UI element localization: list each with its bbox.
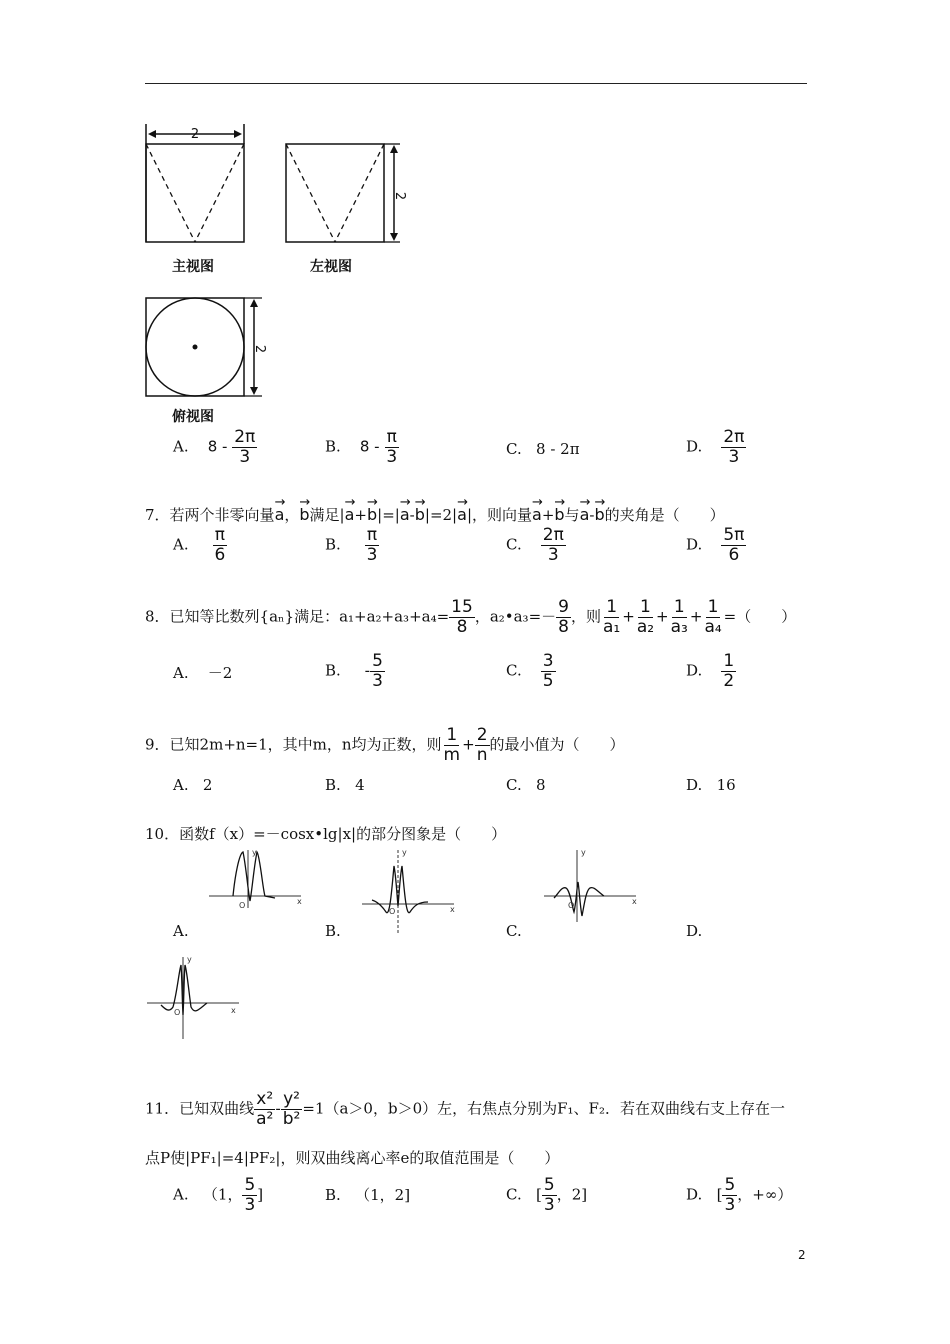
- option-letter: A.: [173, 437, 189, 456]
- q8-option-c[interactable]: C. $\frac{3}{5}$: [506, 651, 554, 691]
- option-fraction: $\frac{\pi}{3}$: [386, 427, 398, 467]
- q8-option-b[interactable]: B. - $\frac{5}{3}$: [325, 651, 383, 691]
- option-fraction: $\frac{2\pi}{3}$: [723, 427, 745, 467]
- y-axis-label: y: [187, 955, 192, 964]
- origin-label: O: [568, 901, 575, 910]
- question-number: 11．: [145, 1099, 180, 1118]
- q11-option-b[interactable]: B. （1，2]: [325, 1186, 411, 1204]
- vector-a: → a: [275, 500, 285, 524]
- x-axis-label: x: [297, 897, 302, 906]
- side-view: [286, 144, 400, 242]
- q10-graph-c: [540, 846, 640, 926]
- top-view-caption: 俯视图: [172, 409, 214, 425]
- q7-stem: 7．若两个非零向量→ a，→ b满足|→ a+→ b|=|→ a-→ b|=2|→ a|，则向量→ a+→ b与→ a-→ b的夹角是（ ）: [145, 500, 725, 524]
- q8-option-d[interactable]: D. $\frac{1}{2}$: [686, 651, 735, 691]
- x-axis-label: x: [231, 1006, 236, 1015]
- question-number: 9．: [145, 735, 170, 754]
- q11-option-a[interactable]: A. （1， $\frac{5}{3}$ ]: [173, 1175, 264, 1215]
- q6-option-a[interactable]: [173, 428, 257, 467]
- option-letter: C.: [506, 440, 522, 458]
- q10-option-b[interactable]: B.: [325, 922, 341, 940]
- header-rule: [145, 83, 807, 84]
- y-axis-label: y: [252, 848, 257, 857]
- q9-option-c[interactable]: C. 8: [506, 776, 546, 794]
- q9-option-b[interactable]: B. 4: [325, 776, 365, 794]
- q7-option-a[interactable]: A. $\frac{\pi}{6}$: [173, 525, 226, 565]
- x-axis-label: x: [450, 905, 455, 914]
- page-number: 2: [798, 1248, 806, 1262]
- origin-label: O: [239, 901, 246, 910]
- y-axis-label: y: [581, 848, 586, 857]
- q9-stem: 9．已知2m+n=1，其中m，n均为正数，则 $\frac{1}{m}$ + $\frac{2}{n}$ 的最小值为（ ）: [145, 725, 625, 765]
- q10-option-a[interactable]: A.: [173, 922, 189, 940]
- side-view-caption: 左视图: [310, 259, 352, 275]
- q10-graph-b: [358, 846, 458, 936]
- q10-stem: 10．函数f（x）=－cosx•lg|x|的部分图象是（ ）: [145, 825, 507, 843]
- origin-label: O: [389, 907, 396, 916]
- q11-stem-line2: 点P使|PF₁|=4|PF₂|，则双曲线离心率e的取值范围是（ ）: [145, 1149, 560, 1167]
- top-dim-label: 2: [252, 344, 267, 354]
- y-axis-label: y: [402, 848, 407, 857]
- q7-option-c[interactable]: C. $\frac{2\pi}{3}$: [506, 525, 564, 565]
- front-dim-label: 2: [190, 127, 200, 142]
- q11-option-c[interactable]: C. [ $\frac{5}{3}$ ，2]: [506, 1175, 588, 1215]
- q6-option-c[interactable]: [506, 440, 580, 458]
- q10-option-d[interactable]: D.: [686, 922, 703, 940]
- front-view-caption: 主视图: [172, 259, 214, 275]
- option-letter: B.: [325, 437, 341, 456]
- q6-option-b[interactable]: [325, 428, 399, 467]
- q10-graph-d: [143, 953, 243, 1043]
- q8-option-a[interactable]: A. －2: [173, 664, 233, 682]
- q11-option-d[interactable]: D. [ $\frac{5}{3}$ ，+∞）: [686, 1175, 793, 1215]
- q10-graph-a: [205, 846, 305, 910]
- q9-option-d[interactable]: D. 16: [686, 776, 736, 794]
- q7-option-d[interactable]: D. $\frac{5\pi}{6}$: [686, 525, 745, 565]
- option-text: 8 - 2π: [536, 440, 580, 458]
- q6-option-d[interactable]: [686, 428, 746, 467]
- q9-option-a[interactable]: A. 2: [173, 776, 213, 794]
- question-number: 8．: [145, 607, 170, 626]
- vector-b: → b: [299, 500, 309, 524]
- top-view: [146, 298, 262, 396]
- x-axis-label: x: [632, 897, 637, 906]
- option-whole: 8 -: [359, 437, 380, 456]
- option-letter: D.: [686, 437, 703, 456]
- question-number: 7．: [145, 506, 170, 524]
- side-dim-label: 2: [392, 191, 407, 201]
- q11-stem-line1: 11．已知双曲线 $\frac{\text{x²}}{\text{a²}}$ - $\frac{\text{y²}}{\text{b²}}$ =1（a＞0，b＞0）左，右焦点分别为F₁、F₂．若在双曲线右支上存在一: [145, 1089, 785, 1129]
- option-fraction: $\frac{2\pi}{3}$: [234, 427, 256, 467]
- q10-option-c[interactable]: C.: [506, 922, 522, 940]
- option-whole: 8 -: [207, 437, 228, 456]
- origin-label: O: [174, 1008, 181, 1017]
- q8-stem: 8．已知等比数列{aₙ}满足：a₁+a₂+a₃+a₄= $\frac{15}{8}$ ，a₂•a₃=－ $\frac{9}{8}$ ，则 $\frac{1}{\text{a₁}}$ + $\frac{1}{\text{a₂}}$ + $\frac{1}{\text{a₃}}$ + $\frac{1}{\text{a₄}}$ =（ ）: [145, 597, 797, 637]
- q7-option-b[interactable]: B. $\frac{\pi}{3}$: [325, 525, 378, 565]
- question-number: 10．: [145, 825, 180, 843]
